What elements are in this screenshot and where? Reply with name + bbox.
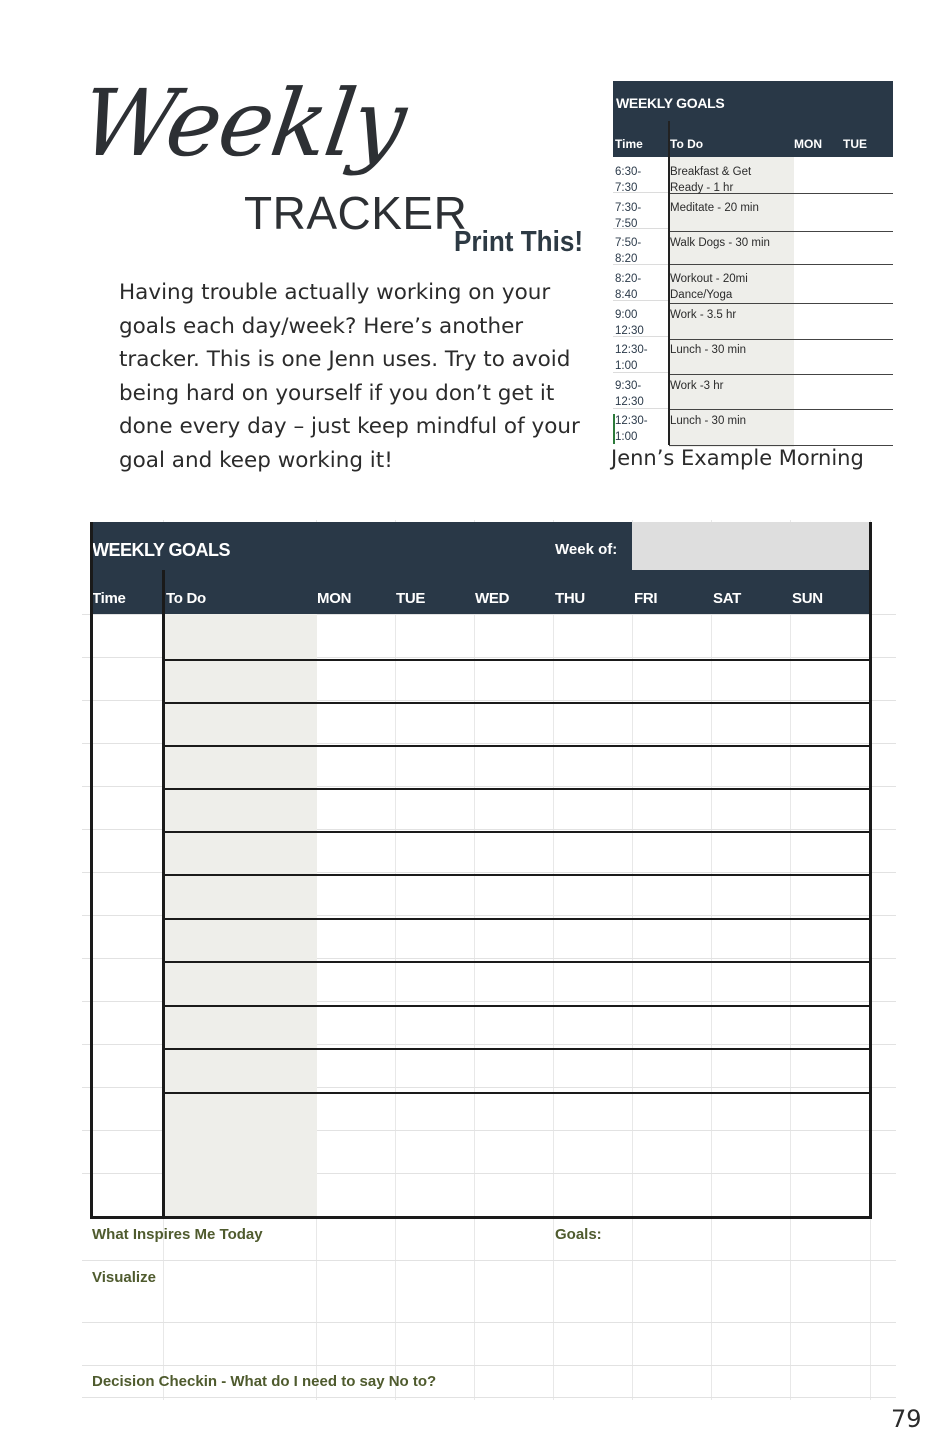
example-todo: Breakfast & Get Ready - 1 hr <box>670 166 752 194</box>
example-todo: Walk Dogs - 30 min <box>670 237 770 249</box>
example-todo: Meditate - 20 min <box>670 202 759 214</box>
example-col-todo: To Do <box>670 137 704 151</box>
example-col-time: Time <box>615 137 643 151</box>
decision-label: Decision Checkin - What do I need to say No to? <box>92 1373 437 1390</box>
inspires-label: What Inspires Me Today <box>92 1226 263 1243</box>
example-caption: Jenn’s Example Morning <box>611 446 864 470</box>
example-rowline <box>669 409 893 410</box>
example-time: 7:30- 7:50 <box>615 202 642 230</box>
col-mon: MON <box>317 590 352 607</box>
example-todo: Lunch - 30 min <box>670 344 747 356</box>
example-todo: Workout - 20mi Dance/Yoga <box>670 273 748 301</box>
goals-label: Goals: <box>555 1226 602 1243</box>
example-col-mon: MON <box>794 137 822 151</box>
example-time: 12:30- 1:00 <box>615 415 648 443</box>
example-todo: Work -3 hr <box>670 380 724 392</box>
print-label: Print This! <box>454 226 584 258</box>
example-rowline <box>669 339 893 340</box>
example-rowline <box>669 264 893 265</box>
example-time: 6:30- 7:30 <box>615 166 642 194</box>
tracker-title: WEEKLY GOALS <box>92 540 231 560</box>
visualize-label: Visualize <box>92 1269 156 1286</box>
grid-row-line <box>82 1260 896 1261</box>
col-time: Time <box>92 590 126 607</box>
example-time: 9:30- 12:30 <box>615 380 644 408</box>
week-of-label: Week of: <box>555 541 618 558</box>
example-todo: Work - 3.5 hr <box>670 309 737 321</box>
example-col-tue: TUE <box>843 137 867 151</box>
page-number: 79 <box>891 1405 922 1433</box>
col-thu: THU <box>555 590 585 607</box>
grid-row-line <box>82 1365 896 1366</box>
example-title: WEEKLY GOALS <box>616 95 725 111</box>
tracker-border <box>90 522 872 1219</box>
col-fri: FRI <box>634 590 658 607</box>
example-rowline <box>669 303 893 304</box>
example-rowline <box>669 374 893 375</box>
example-time: 9:00 12:30 <box>615 309 644 337</box>
title-script: Weekly <box>74 70 411 177</box>
example-table <box>613 81 893 447</box>
col-sat: SAT <box>713 590 741 607</box>
example-time: 8:20- 8:40 <box>615 273 642 301</box>
grid-row-line <box>82 1322 896 1323</box>
grid-row-line <box>82 1397 896 1398</box>
example-time: 7:50- 8:20 <box>615 237 642 265</box>
intro-paragraph: Having trouble actually working on your goals each day/week? Here’s another tracker. This is one Jenn uses. Try to avoid being hard on yourself if you don’t get it done every day – just keep mindful of your goal and keep working it! <box>119 280 580 473</box>
col-wed: WED <box>475 590 510 607</box>
col-sun: SUN <box>792 590 823 607</box>
example-time: 12:30- 1:00 <box>615 344 648 372</box>
col-tue: TUE <box>396 590 426 607</box>
example-todo: Lunch - 30 min <box>670 415 747 427</box>
example-rowline <box>669 231 893 232</box>
col-todo: To Do <box>166 590 206 607</box>
title-block: TRACKER <box>244 187 468 239</box>
weekly-goals-tracker <box>82 520 896 1400</box>
